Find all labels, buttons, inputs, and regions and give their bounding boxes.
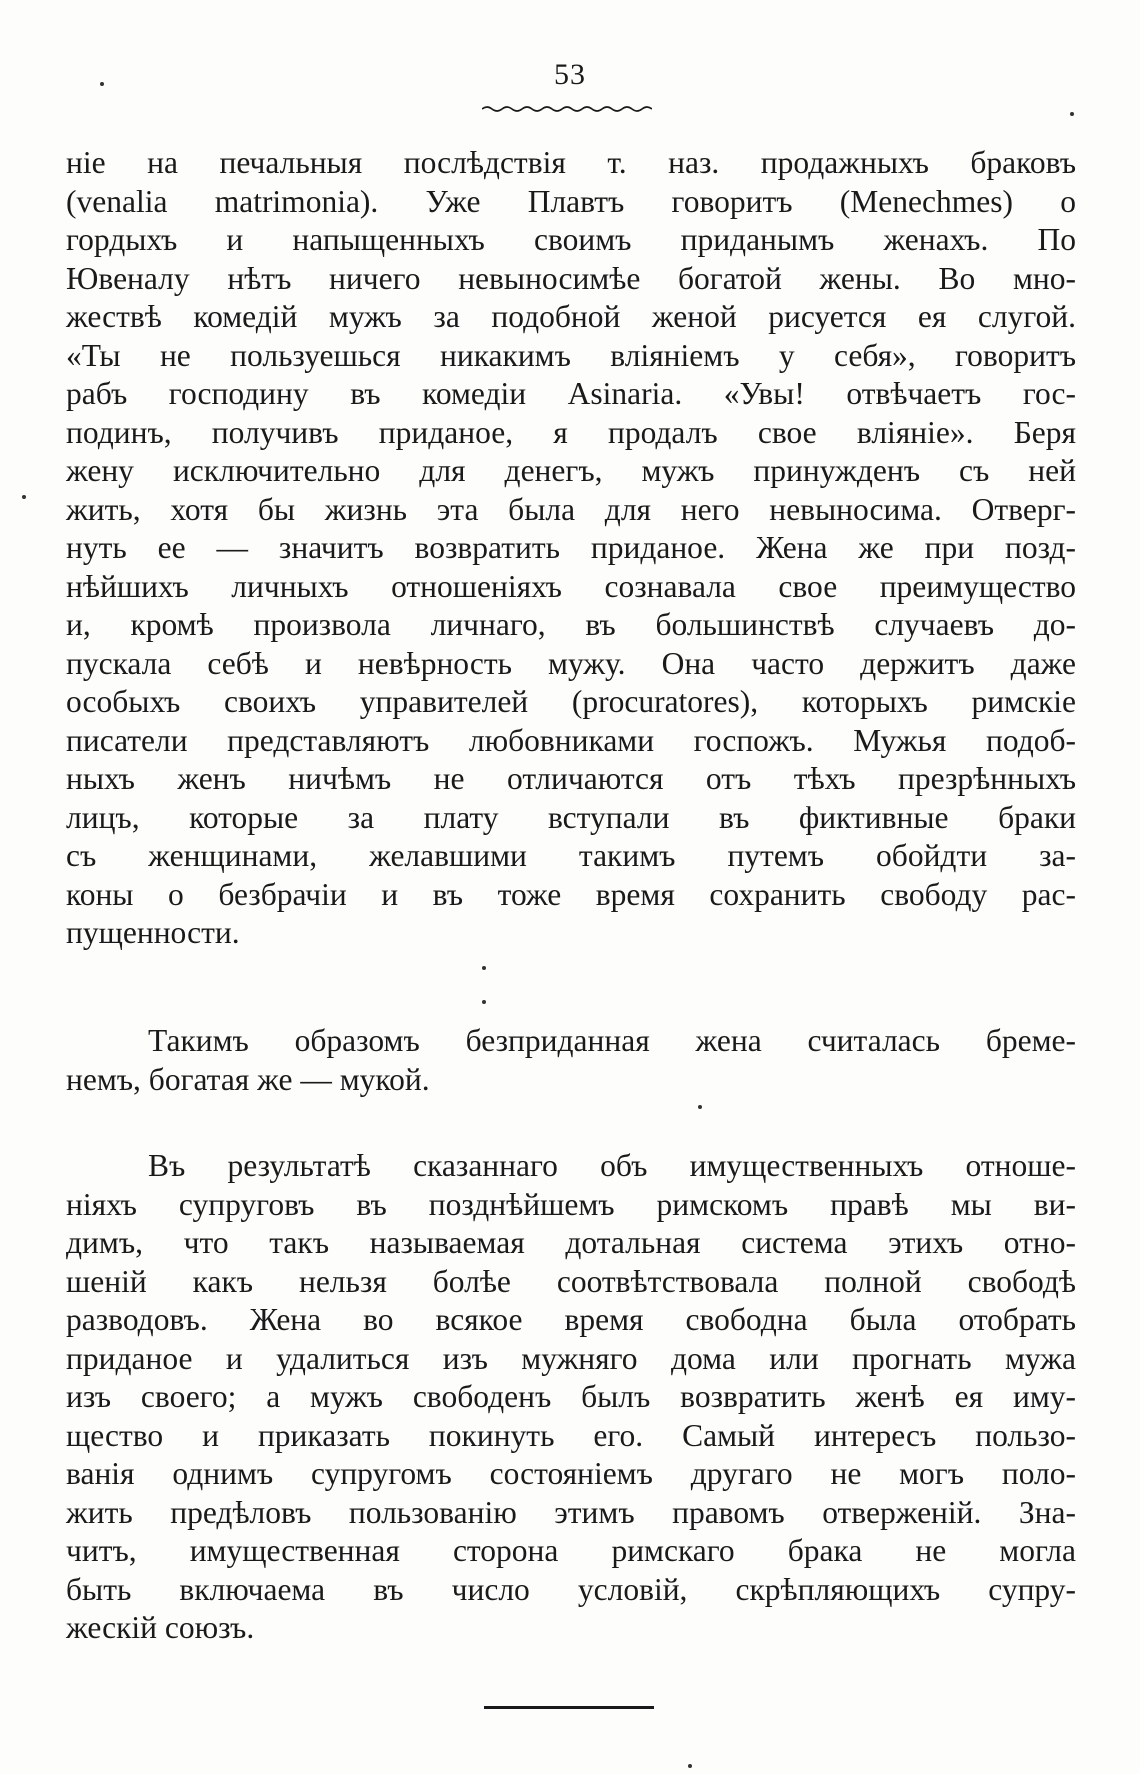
end-rule [484, 1706, 654, 1709]
wavy-rule-ornament [482, 104, 652, 114]
print-speck [100, 82, 104, 86]
text-line: коны о безбрачіи и въ тоже время сохранить свободу рас- [66, 876, 1076, 912]
paragraph-2 [66, 1022, 1076, 1099]
text-line: и, кромѣ произвола личнаго, въ большинствѣ случаевъ до- [66, 607, 1076, 642]
text-line: щество и приказать покинуть его. Самый интересъ пользо- [66, 1417, 1076, 1453]
text-line: димъ, что такъ называемая дотальная система этихъ отно- [66, 1225, 1076, 1260]
text-line: съ женщинами, желавшими такимъ путемъ обойдти за- [66, 838, 1076, 873]
text-line: изъ своего; а мужъ свободенъ былъ возвратить женѣ ея иму- [66, 1379, 1076, 1414]
text-line: приданое и удалиться изъ мужняго дома или прогнать мужа [66, 1340, 1076, 1376]
text-line: быть включаема въ число условій, скрѣпляющихъ супру- [66, 1571, 1076, 1607]
print-speck [22, 495, 26, 499]
text-line: гордыхъ и напыщенныхъ своимъ приданымъ женахъ. По [66, 222, 1076, 257]
text-line: подинъ, получивъ приданое, я продалъ свое вліяніе». Беря [66, 414, 1076, 450]
text-line: «Ты не пользуешься никакимъ вліяніемъ у себя», говоритъ [66, 337, 1076, 373]
print-speck [1070, 112, 1074, 116]
text-line: (venalia matrimonia). Уже Плавтъ говоритъ (Menechmes) о [66, 183, 1076, 219]
print-speck [688, 1764, 692, 1768]
text-line: особыхъ своихъ управителей (procuratores), которыхъ римскіе [66, 684, 1076, 719]
print-speck [698, 1105, 702, 1109]
text-line: ванія однимъ супругомъ состояніемъ другаго не могъ поло- [66, 1456, 1076, 1491]
text-line: жену исключительно для денегъ, мужъ принужденъ съ ней [66, 453, 1076, 488]
text-line: жествѣ комедій мужъ за подобной женой рисуется ея слугой. [66, 299, 1076, 334]
text-line: Въ результатѣ сказаннаго объ имущественныхъ отноше- [148, 1148, 1076, 1183]
text-line: ніяхъ супруговъ въ позднѣйшемъ римскомъ правѣ мы ви- [66, 1186, 1076, 1222]
text-line: читъ, имущественная сторона римскаго брака не могла [66, 1533, 1076, 1568]
text-line: нѣйшихъ личныхъ отношеніяхъ сознавала свое преимущество [66, 568, 1076, 604]
text-line: пускала себѣ и невѣрность мужу. Она часто держитъ даже [66, 645, 1076, 681]
text-line: Ювеналу нѣтъ ничего невыносимѣе богатой жены. Во мно- [66, 260, 1076, 296]
text-line: жескій союзъ. [66, 1610, 255, 1645]
paragraph-1 [66, 144, 1076, 953]
text-line: жить, хотя бы жизнь эта была для него невыносима. Отверг- [66, 491, 1076, 527]
paragraph-3 [66, 1147, 1076, 1648]
text-line: разводовъ. Жена во всякое время свободна была отобрать [66, 1302, 1076, 1337]
text-line: писатели представляютъ любовниками госпожъ. Мужья подоб- [66, 722, 1076, 758]
print-speck [482, 966, 486, 970]
text-line: лицъ, которые за плату вступали въ фиктивные браки [66, 799, 1076, 835]
text-line: жить предѣловъ пользованію этимъ правомъ отверженій. Зна- [66, 1494, 1076, 1530]
text-line: нуть ее — значитъ возвратить приданое. Жена же при позд- [66, 530, 1076, 565]
text-line: Такимъ образомъ безприданная жена считалась бреме- [148, 1023, 1076, 1058]
text-line: пущенности. [66, 915, 240, 950]
text-line: шеній какъ нельзя болѣе соотвѣтствовала полной свободѣ [66, 1263, 1076, 1299]
text-line: ныхъ женъ ничѣмъ не отличаются отъ тѣхъ презрѣнныхъ [66, 761, 1076, 796]
text-line: немъ, богатая же — мукой. [66, 1061, 430, 1097]
page-number: 53 [554, 58, 586, 91]
print-speck [482, 1000, 486, 1004]
text-line: ніе на печальныя послѣдствія т. наз. продажныхъ браковъ [66, 145, 1076, 180]
text-line: рабъ господину въ комедіи Asinaria. «Увы! отвѣчаетъ гос- [66, 376, 1076, 411]
